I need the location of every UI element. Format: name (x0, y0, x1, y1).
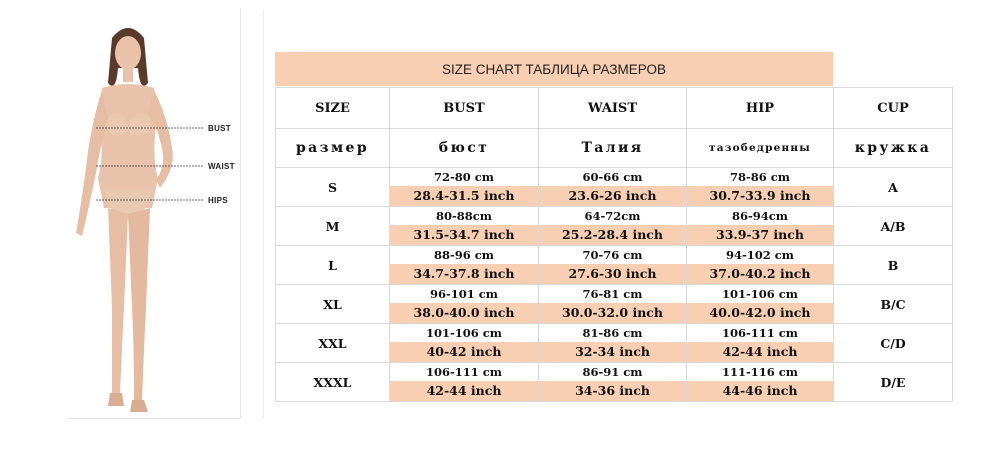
bust-inch: 31.5-34.7 inch (390, 225, 538, 245)
header-waist: WAIST (539, 88, 687, 129)
table-row (276, 246, 953, 285)
table-row (276, 324, 953, 363)
waist-cell (539, 207, 687, 246)
waist-inch: 23.6-26 inch (539, 186, 686, 206)
header-cup-ru: кружка (834, 129, 953, 168)
chart-title: SIZE CHART ТАБЛИЦА РАЗМЕРОВ (275, 52, 833, 86)
size-value: XL (276, 285, 390, 324)
cup-value: C/D (834, 324, 953, 363)
hip-cell (687, 168, 834, 207)
bust-inch: 40-42 inch (390, 342, 538, 362)
hip-inch: 42-44 inch (687, 342, 833, 362)
waist-cell (539, 168, 687, 207)
hip-inch: 33.9-37 inch (687, 225, 833, 245)
waist-cm: 81-86 cm (539, 324, 686, 342)
bust-measure-label: BUST (208, 124, 231, 133)
waist-inch: 32-34 inch (539, 342, 686, 362)
waist-cm: 86-91 cm (539, 363, 686, 381)
hip-cell (687, 246, 834, 285)
waist-cm: 76-81 cm (539, 285, 686, 303)
waist-measure-label: WAIST (208, 162, 235, 171)
hip-cell (687, 363, 834, 402)
hip-cm: 78-86 cm (687, 168, 833, 186)
size-value: XXL (276, 324, 390, 363)
hips-measure-label: HIPS (208, 196, 228, 205)
hip-cm: 86-94cm (687, 207, 833, 225)
size-value: L (276, 246, 390, 285)
hip-inch: 40.0-42.0 inch (687, 303, 833, 323)
model-figure-panel (68, 8, 241, 419)
waist-inch: 27.6-30 inch (539, 264, 686, 284)
hip-cell (687, 285, 834, 324)
waist-cell (539, 285, 687, 324)
header-row-en (276, 88, 953, 129)
panel-divider (263, 10, 264, 418)
hip-inch: 37.0-40.2 inch (687, 264, 833, 284)
bust-cell (390, 285, 539, 324)
bust-cell (390, 324, 539, 363)
cup-value: D/E (834, 363, 953, 402)
hip-cell (687, 207, 834, 246)
cup-value: A (834, 168, 953, 207)
title-gap (833, 52, 952, 86)
bust-cm: 106-111 cm (390, 363, 538, 381)
bust-cell (390, 363, 539, 402)
hip-inch: 44-46 inch (687, 381, 833, 401)
table-row (276, 207, 953, 246)
header-cup: CUP (834, 88, 953, 129)
waist-inch: 30.0-32.0 inch (539, 303, 686, 323)
table-row (276, 363, 953, 402)
bust-inch: 38.0-40.0 inch (390, 303, 538, 323)
waist-cell (539, 363, 687, 402)
bust-cm: 96-101 cm (390, 285, 538, 303)
hip-cm: 111-116 cm (687, 363, 833, 381)
hip-cell (687, 324, 834, 363)
cup-value: A/B (834, 207, 953, 246)
hip-cm: 101-106 cm (687, 285, 833, 303)
bust-cm: 72-80 cm (390, 168, 538, 186)
bust-inch: 42-44 inch (390, 381, 538, 401)
bust-cell (390, 207, 539, 246)
waist-cm: 60-66 cm (539, 168, 686, 186)
header-bust-ru: бюст (390, 129, 539, 168)
waist-inch: 25.2-28.4 inch (539, 225, 686, 245)
size-table (275, 87, 953, 402)
hip-inch: 30.7-33.9 inch (687, 186, 833, 206)
model-figure (68, 8, 240, 418)
bust-cell (390, 168, 539, 207)
header-size-ru: размер (276, 129, 390, 168)
waist-inch: 34-36 inch (539, 381, 686, 401)
size-value: XXXL (276, 363, 390, 402)
waist-cell (539, 324, 687, 363)
header-hip: HIP (687, 88, 834, 129)
waist-cell (539, 246, 687, 285)
header-waist-ru: Талия (539, 129, 687, 168)
header-size: SIZE (276, 88, 390, 129)
header-bust: BUST (390, 88, 539, 129)
cup-value: B/C (834, 285, 953, 324)
waist-cm: 64-72cm (539, 207, 686, 225)
size-value: S (276, 168, 390, 207)
waist-cm: 70-76 cm (539, 246, 686, 264)
header-hip-ru: тазобедренны (687, 129, 834, 168)
bust-cm: 88-96 cm (390, 246, 538, 264)
header-row-ru (276, 129, 953, 168)
table-row (276, 285, 953, 324)
hip-cm: 106-111 cm (687, 324, 833, 342)
bust-cm: 80-88cm (390, 207, 538, 225)
size-value: M (276, 207, 390, 246)
bust-inch: 34.7-37.8 inch (390, 264, 538, 284)
cup-value: B (834, 246, 953, 285)
bust-cell (390, 246, 539, 285)
hip-cm: 94-102 cm (687, 246, 833, 264)
bust-inch: 28.4-31.5 inch (390, 186, 538, 206)
table-row (276, 168, 953, 207)
bust-cm: 101-106 cm (390, 324, 538, 342)
